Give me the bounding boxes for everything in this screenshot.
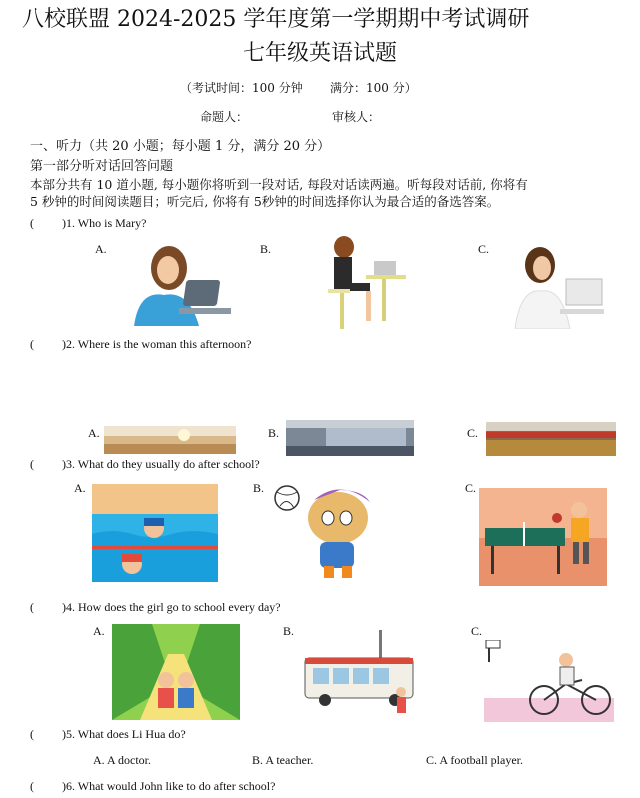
q3-option-c-label: C.	[465, 481, 477, 495]
question-2-text: 2. Where is the woman this afternoon?	[66, 337, 252, 351]
part-heading: 第一部分听对话回答问题	[30, 159, 174, 174]
question-6-text: 6. What would John like to do after school?	[66, 779, 276, 793]
question-2: ( )2. Where is the woman this afternoon?	[30, 337, 252, 351]
q2-image-supermarket[interactable]	[486, 422, 616, 456]
exam-time: （考试时间：100 分钟	[180, 81, 303, 95]
question-5-text: 5. What does Li Hua do?	[66, 727, 186, 741]
q5-option-a[interactable]: A. A doctor.	[93, 753, 152, 767]
q1-image-woman-computer[interactable]	[500, 243, 604, 329]
instructions-line1: 本部分共有 10 道小题, 每小题你将听到一段对话, 每段对话读两遍。听每段对话前, 你将有	[30, 177, 528, 192]
q4-image-walking[interactable]	[112, 624, 240, 720]
question-4: ( )4. How does the girl go to school every day?	[30, 600, 281, 614]
q2-option-c-label: C.	[467, 426, 479, 440]
q1-option-c-label: C.	[478, 242, 490, 256]
question-4-text: 4. How does the girl go to school every day?	[66, 600, 281, 614]
q2-image-room[interactable]	[104, 426, 236, 454]
q4-option-a-label: A.	[93, 624, 105, 638]
question-3: ( )3. What do they usually do after school?	[30, 457, 260, 471]
q3-option-a-label: A.	[74, 481, 86, 495]
reviewer-label: 审核人：	[332, 110, 381, 124]
answer-blank-open: (	[30, 216, 34, 230]
question-3-text: 3. What do they usually do after school?	[66, 457, 260, 471]
q1-image-woman-desk[interactable]	[318, 233, 410, 331]
question-5: ( )5. What does Li Hua do?	[30, 727, 186, 741]
q2-option-a-label: A.	[88, 426, 100, 440]
setter-label: 命题人：	[200, 110, 249, 124]
q3-image-volleyball[interactable]	[270, 480, 388, 580]
q3-image-swimming[interactable]	[92, 484, 218, 582]
full-score: 满分：100 分）	[330, 81, 417, 95]
question-6: ( )6. What would John like to do after school?	[30, 779, 276, 793]
q2-image-office[interactable]	[286, 420, 414, 456]
question-1: ( )1. Who is Mary?	[30, 216, 147, 230]
question-1-text: 1. Who is Mary?	[66, 216, 147, 230]
q5-option-c[interactable]: C. A football player.	[426, 753, 523, 767]
exam-title: 八校联盟 2024-2025 学年度第一学期期中考试调研	[22, 7, 530, 32]
q4-option-b-label: B.	[283, 624, 295, 638]
q1-option-b-label: B.	[260, 242, 272, 256]
q3-option-b-label: B.	[253, 481, 265, 495]
q1-image-woman-laptop[interactable]	[124, 240, 234, 326]
q4-option-c-label: C.	[471, 624, 483, 638]
section-heading: 一、听力（共 20 小题；每小题 1 分，满分 20 分）	[30, 139, 331, 154]
q3-image-table-tennis[interactable]	[479, 488, 607, 586]
exam-subtitle: 七年级英语试题	[242, 41, 397, 66]
q1-option-a-label: A.	[95, 242, 107, 256]
q4-image-bus[interactable]	[301, 628, 429, 724]
instructions-line2: 5 秒钟的时间阅读题目；听完后, 你将有 5秒钟的时间选择你认为最合适的备选答案。	[30, 194, 500, 209]
q4-image-bike[interactable]	[484, 640, 614, 722]
q5-option-b[interactable]: B. A teacher.	[252, 753, 314, 767]
q2-option-b-label: B.	[268, 426, 280, 440]
